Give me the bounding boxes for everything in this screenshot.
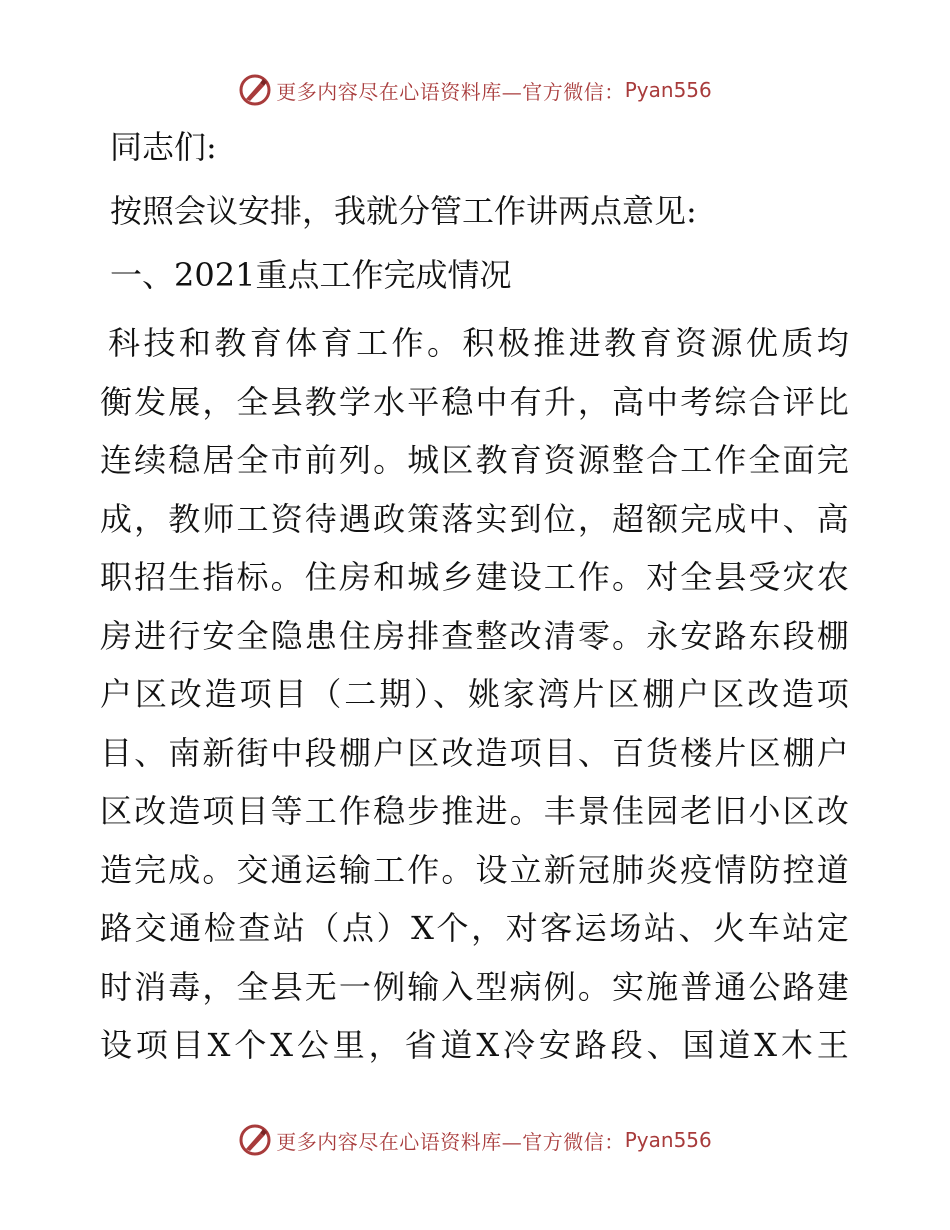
banner-handle: Pyan556 xyxy=(624,1128,712,1152)
paragraph-line: 路交通检查站（点）X个，对客运场站、火车站定 xyxy=(100,909,850,947)
pen-logo-icon xyxy=(238,73,272,107)
salutation: 同志们: xyxy=(110,128,217,166)
banner-handle: Pyan556 xyxy=(624,78,712,102)
footer-banner xyxy=(0,1120,950,1160)
section-heading: 一、2021重点工作完成情况 xyxy=(110,256,512,294)
opening-sentence: 按照会议安排，我就分管工作讲两点意见: xyxy=(110,192,697,230)
document-body xyxy=(100,118,850,1075)
paragraph-line: 房进行安全隐患住房排查整改清零。永安路东段棚 xyxy=(100,616,850,655)
paragraph-line: 区改造项目等工作稳步推进。丰景佳园老旧小区改 xyxy=(100,792,850,830)
body-paragraph xyxy=(100,314,850,1075)
paragraph-line: 职招生指标。住房和城乡建设工作。对全县受灾农 xyxy=(100,558,850,596)
paragraph-line: 时消毒，全县无一例输入型病例。实施普通公路建 xyxy=(100,967,850,1006)
banner-text: 更多内容尽在心语资料库—官方微信： xyxy=(276,1129,625,1154)
header-banner xyxy=(0,70,950,110)
paragraph-line: 户区改造项目（二期）、姚家湾片区棚户区改造项 xyxy=(100,675,850,713)
paragraph-line: 设项目X个X公里，省道X冷安路段、国道X木王 xyxy=(100,1026,850,1064)
paragraph-line: 衡发展，全县教学水平稳中有升，高中考综合评比 xyxy=(100,382,850,421)
pen-logo-icon xyxy=(238,1123,272,1157)
banner-text: 更多内容尽在心语资料库—官方微信： xyxy=(276,79,625,104)
paragraph-line: 成，教师工资待遇政策落实到位，超额完成中、高 xyxy=(100,499,850,538)
paragraph-line: 连续稳居全市前列。城区教育资源整合工作全面完 xyxy=(100,441,850,479)
paragraph-line: 科技和教育体育工作。积极推进教育资源优质均 xyxy=(108,324,850,362)
paragraph-line: 目、南新街中段棚户区改造项目、百货楼片区棚户 xyxy=(100,733,850,772)
paragraph-line: 造完成。交通运输工作。设立新冠肺炎疫情防控道 xyxy=(100,850,850,889)
